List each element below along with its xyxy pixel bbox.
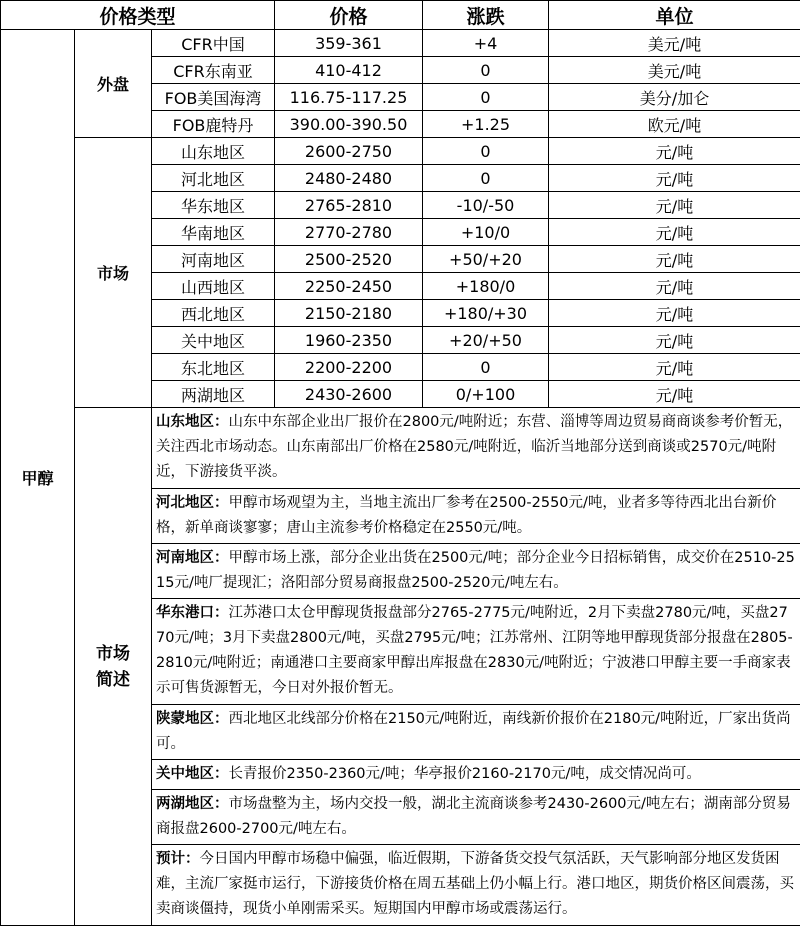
region-name: 两湖地区 bbox=[152, 381, 275, 408]
price-change: +20/+50 bbox=[423, 327, 549, 354]
table-row bbox=[1, 30, 800, 57]
price-type: FOB美国海湾 bbox=[152, 84, 275, 111]
summary-text bbox=[152, 705, 800, 760]
price-unit: 美分/加仑 bbox=[549, 84, 800, 111]
summary-body: 西北地区北线部分价格在2150元/吨附近，南线新价报价在2180元/吨附近，厂家出货尚可。 bbox=[156, 711, 791, 752]
region-name: 关中地区 bbox=[152, 327, 275, 354]
summary-region: 两湖地区： bbox=[156, 796, 229, 812]
price-type: CFR中国 bbox=[152, 30, 275, 57]
price-value: 2765-2810 bbox=[275, 192, 423, 219]
price-change: 0 bbox=[423, 354, 549, 381]
price-unit: 美元/吨 bbox=[549, 57, 800, 84]
summary-body: 长青报价2350-2360元/吨；华亭报价2160-2170元/吨，成交情况尚可。 bbox=[229, 766, 701, 782]
summary-body: 甲醇市场观望为主，当地主流出厂参考在2500-2550元/吨，业者多等待西北出台新价格，新单商谈寥寥；唐山主流参考价格稳定在2550元/吨。 bbox=[156, 495, 776, 536]
summary-body: 山东中东部企业出厂报价在2800元/吨附近；东营、淄博等周边贸易商商谈参考价暂无，关注西北市场动态。山东南部出厂价格在2580元/吨附近，临沂当地部分送到商谈或2570元/吨附近，下游接货平淡。 bbox=[156, 414, 792, 480]
group-external: 外盘 bbox=[75, 30, 152, 138]
price-type: FOB鹿特丹 bbox=[152, 111, 275, 138]
summary-region: 预计： bbox=[156, 851, 200, 867]
summary-text bbox=[152, 790, 800, 845]
price-value: 2250-2450 bbox=[275, 273, 423, 300]
summary-text bbox=[152, 599, 800, 705]
summary-row bbox=[1, 408, 800, 489]
price-change: 0 bbox=[423, 57, 549, 84]
price-change: 0/+100 bbox=[423, 381, 549, 408]
price-type: CFR东南亚 bbox=[152, 57, 275, 84]
region-name: 山西地区 bbox=[152, 273, 275, 300]
region-name: 华南地区 bbox=[152, 219, 275, 246]
price-value: 2500-2520 bbox=[275, 246, 423, 273]
group-summary bbox=[75, 408, 152, 926]
price-unit: 元/吨 bbox=[549, 381, 800, 408]
price-change: +50/+20 bbox=[423, 246, 549, 273]
price-unit: 元/吨 bbox=[549, 300, 800, 327]
price-unit: 元/吨 bbox=[549, 138, 800, 165]
header-unit: 单位 bbox=[549, 1, 800, 30]
price-value: 390.00-390.50 bbox=[275, 111, 423, 138]
summary-body: 甲醇市场上涨，部分企业出货在2500元/吨；部分企业今日招标销售，成交价在2510-2515元/吨厂提现汇；洛阳部分贸易商报盘2500-2520元/吨左右。 bbox=[156, 550, 795, 591]
price-unit: 元/吨 bbox=[549, 327, 800, 354]
summary-text bbox=[152, 544, 800, 599]
header-change: 涨跌 bbox=[423, 1, 549, 30]
summary-text bbox=[152, 845, 800, 926]
price-change: +180/+30 bbox=[423, 300, 549, 327]
price-value: 359-361 bbox=[275, 30, 423, 57]
summary-region: 山东地区： bbox=[156, 414, 229, 430]
group-market: 市场 bbox=[75, 138, 152, 408]
price-value: 2770-2780 bbox=[275, 219, 423, 246]
region-name: 河北地区 bbox=[152, 165, 275, 192]
product-name: 甲醇 bbox=[1, 30, 75, 926]
summary-region: 陕蒙地区： bbox=[156, 711, 229, 727]
price-change: 0 bbox=[423, 165, 549, 192]
price-value: 116.75-117.25 bbox=[275, 84, 423, 111]
summary-body: 市场盘整为主，场内交投一般，湖北主流商谈参考2430-2600元/吨左右；湖南部分贸易商报盘2600-2700元/吨左右。 bbox=[156, 796, 791, 837]
price-change: -10/-50 bbox=[423, 192, 549, 219]
table-row bbox=[1, 138, 800, 165]
price-value: 2430-2600 bbox=[275, 381, 423, 408]
price-change: +180/0 bbox=[423, 273, 549, 300]
price-unit: 欧元/吨 bbox=[549, 111, 800, 138]
price-change: +1.25 bbox=[423, 111, 549, 138]
header-type: 价格类型 bbox=[1, 1, 275, 30]
price-unit: 元/吨 bbox=[549, 246, 800, 273]
price-change: 0 bbox=[423, 138, 549, 165]
header-price: 价格 bbox=[275, 1, 423, 30]
summary-text bbox=[152, 760, 800, 790]
price-value: 410-412 bbox=[275, 57, 423, 84]
summary-region: 华东港口： bbox=[156, 605, 229, 621]
region-name: 西北地区 bbox=[152, 300, 275, 327]
summary-body: 江苏港口太仓甲醇现货报盘部分2765-2775元/吨附近，2月下卖盘2780元/吨，买盘2770元/吨；3月下卖盘2800元/吨，买盘2795元/吨；江苏常州、江阴等地甲醇现货部分报盘在2805-2810元/吨附近；南通港口主要商家甲醇出库报盘在2830元/吨附近；宁波港口甲醇主要一手商家表示可售货源暂无，今日对外报价暂无。 bbox=[156, 605, 793, 696]
region-name: 山东地区 bbox=[152, 138, 275, 165]
summary-region: 河南地区： bbox=[156, 550, 229, 566]
summary-region: 河北地区： bbox=[156, 495, 229, 511]
summary-region: 关中地区： bbox=[156, 766, 229, 782]
price-unit: 元/吨 bbox=[549, 273, 800, 300]
price-value: 2150-2180 bbox=[275, 300, 423, 327]
summary-label-line2: 简述 bbox=[75, 667, 151, 693]
header-row bbox=[1, 1, 800, 30]
price-value: 1960-2350 bbox=[275, 327, 423, 354]
region-name: 河南地区 bbox=[152, 246, 275, 273]
region-name: 华东地区 bbox=[152, 192, 275, 219]
price-value: 2600-2750 bbox=[275, 138, 423, 165]
price-unit: 元/吨 bbox=[549, 219, 800, 246]
summary-text bbox=[152, 408, 800, 489]
price-value: 2480-2480 bbox=[275, 165, 423, 192]
summary-label-line1: 市场 bbox=[75, 641, 151, 667]
summary-text bbox=[152, 489, 800, 544]
price-unit: 元/吨 bbox=[549, 192, 800, 219]
price-change: +10/0 bbox=[423, 219, 549, 246]
summary-body: 今日国内甲醇市场稳中偏强，临近假期，下游备货交投气氛活跃，天气影响部分地区发货困难，主流厂家挺市运行，下游接货价格在周五基础上仍小幅上行。港口地区，期货价格区间震荡，买卖商谈僵持，现货小单刚需采买。短期国内甲醇市场或震荡运行。 bbox=[156, 851, 794, 917]
price-unit: 元/吨 bbox=[549, 165, 800, 192]
price-value: 2200-2200 bbox=[275, 354, 423, 381]
price-unit: 元/吨 bbox=[549, 354, 800, 381]
price-unit: 美元/吨 bbox=[549, 30, 800, 57]
price-change: 0 bbox=[423, 84, 549, 111]
price-change: +4 bbox=[423, 30, 549, 57]
region-name: 东北地区 bbox=[152, 354, 275, 381]
